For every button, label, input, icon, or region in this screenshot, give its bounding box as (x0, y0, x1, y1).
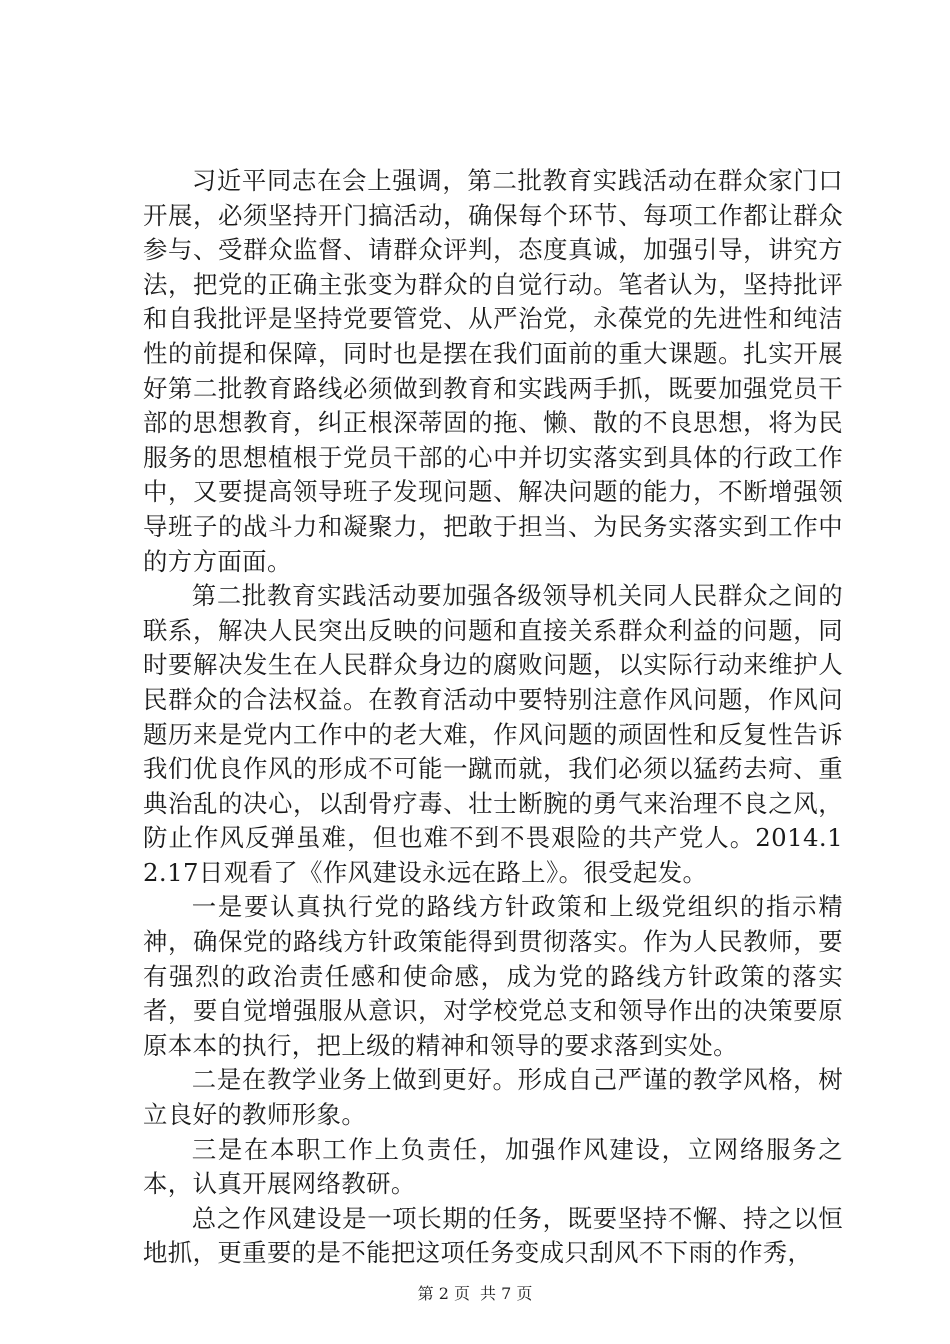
total-pages: 共 7 页 (480, 1284, 533, 1303)
page-number: 第 2 页 (417, 1284, 470, 1303)
page-footer (0, 1284, 950, 1304)
document-body (143, 164, 843, 1271)
paragraph-1: 习近平同志在会上强调，第二批教育实践活动在群众家门口开展，必须坚持开门搞活动，确保每个环节、每项工作都让群众参与、受群众监督、请群众评判，态度真诚，加强引导，讲究方法，把党的正确主张变为群众的自觉行动。笔者认为，坚持批评和自我批评是坚持党要管党、从严治党，永葆党的先进性和纯洁性的前提和保障，同时也是摆在我们面前的重大课题。扎实开展好第二批教育路线必须做到教育和实践两手抓，既要加强党员干部的思想教育，纠正根深蒂固的拖、懒、散的不良思想，将为民服务的思想植根于党员干部的心中并切实落实到具体的行政工作中，又要提高领导班子发现问题、解决问题的能力，不断增强领导班子的战斗力和凝聚力，把敢于担当、为民务实落实到工作中的方方面面。 (143, 166, 843, 576)
paragraph-6: 总之作风建设是一项长期的任务，既要坚持不懈、持之以恒地抓，更重要的是不能把这项任务变成只刮风不下雨的作秀， (143, 1203, 843, 1268)
paragraph-2: 第二批教育实践活动要加强各级领导机关同人民群众之间的联系，解决人民突出反映的问题和直接关系群众利益的问题，同时要解决发生在人民群众身边的腐败问题，以实际行动来维护人民群众的合法权益。在教育活动中要特别注意作风问题，作风问题历来是党内工作中的老大难，作风问题的顽固性和反复性告诉我们优良作风的形成不可能一蹴而就，我们必须以猛药去疴、重典治乱的决心，以刮骨疗毒、壮士断腕的勇气来治理不良之风，防止作风反弹虽难，但也难不到不畏艰险的共产党人。2014.12.17日观看了《作风建设永远在路上》。很受起发。 (143, 581, 843, 887)
paragraph-5: 三是在本职工作上负责任，加强作风建设，立网络服务之本，认真开展网络教研。 (143, 1134, 843, 1199)
paragraph-3: 一是要认真执行党的路线方针政策和上级党组织的指示精神，确保党的路线方针政策能得到贯彻落实。作为人民教师，要有强烈的政治责任感和使命感，成为党的路线方针政策的落实者，要自觉增强服从意识，对学校党总支和领导作出的决策要原原本本的执行，把上级的精神和领导的要求落到实处。 (143, 892, 843, 1060)
paragraph-4: 二是在教学业务上做到更好。形成自己严谨的教学风格，树立良好的教师形象。 (143, 1065, 843, 1130)
